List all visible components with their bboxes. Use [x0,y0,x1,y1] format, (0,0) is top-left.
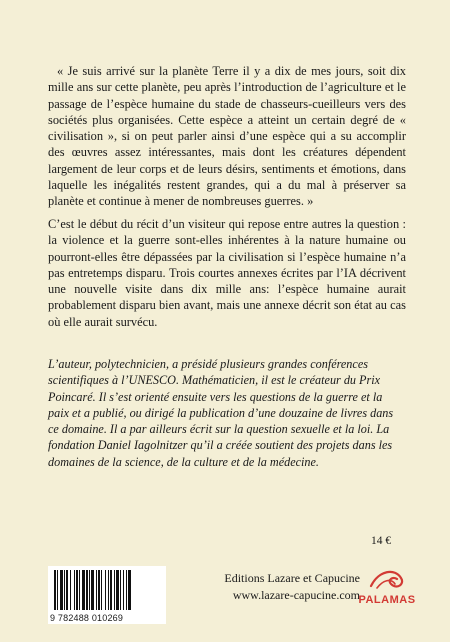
summary-paragraph: C’est le début du récit d’un visiteur qui repose entre autres la question : la violence et la guerre sont-elles inhérentes à la nature humaine ou pourront-elles être dépassées par la civilisation si l’espèce humaine n’a pas entretemps disparu. Trois courtes annexes écrites par l’IA décrivent une nouvelle visite dans dix mille ans: l’espèce humaine aurait probablement disparu bien avant, mais une annexe décrit son état au cas où elle aurait survécu. [48,217,406,329]
price-label: 14 € [371,535,392,547]
publisher-info [210,570,360,604]
publisher-url[interactable]: www.lazare-capucine.com [232,588,360,602]
barcode-digits: 9 782488 010269 [50,613,124,623]
swirl-logo-icon [357,564,417,596]
publisher-name: Editions Lazare et Capucine [224,571,360,585]
publisher-logo [357,564,417,610]
opening-quote [48,63,406,210]
author-bio [48,356,406,470]
barcode-bars-icon [54,570,160,610]
quote-paragraph: « Je suis arrivé sur la planète Terre il y a dix de mes jours, soit dix mille ans sur cette planète, peu après l’introduction de l’agriculture et le passage de l’espèce humaine du stade de chasseurs-cueilleurs vers des sociétés plus organisées. Cette espèce a atteint un certain degré de « civilisation », si on peut parler ainsi d’une espèce qui a su accomplir des œuvres assez intéressantes, mais dont les créatures dépendent largement de leur corps et de leurs désirs, sentiments et émotions, dans laquelle les inégalités restent grandes, qui a du mal à préserver sa planète et continue à mener de nombreuses guerres. » [48,64,406,209]
isbn-barcode [48,566,166,624]
logo-name: PALAMAS [358,594,416,606]
author-bio-paragraph: L’auteur, polytechnicien, a présidé plusieurs grandes conférences scientifiques à l’UNESCO. Mathématicien, il est le créateur du Prix Poincaré. Il s’est orienté ensuite vers les questions de la guerre et la paix et a publié, ou dirigé la publication d’une douzaine de livres dans ce domaine. Il a par ailleurs écrit sur la question sexuelle et la loi. La fondation Daniel Iagolnitzer qu’il a créée soutient des projets dans les domaines de la science, de la culture et de la médecine. [48,357,394,469]
summary-block [48,216,406,330]
